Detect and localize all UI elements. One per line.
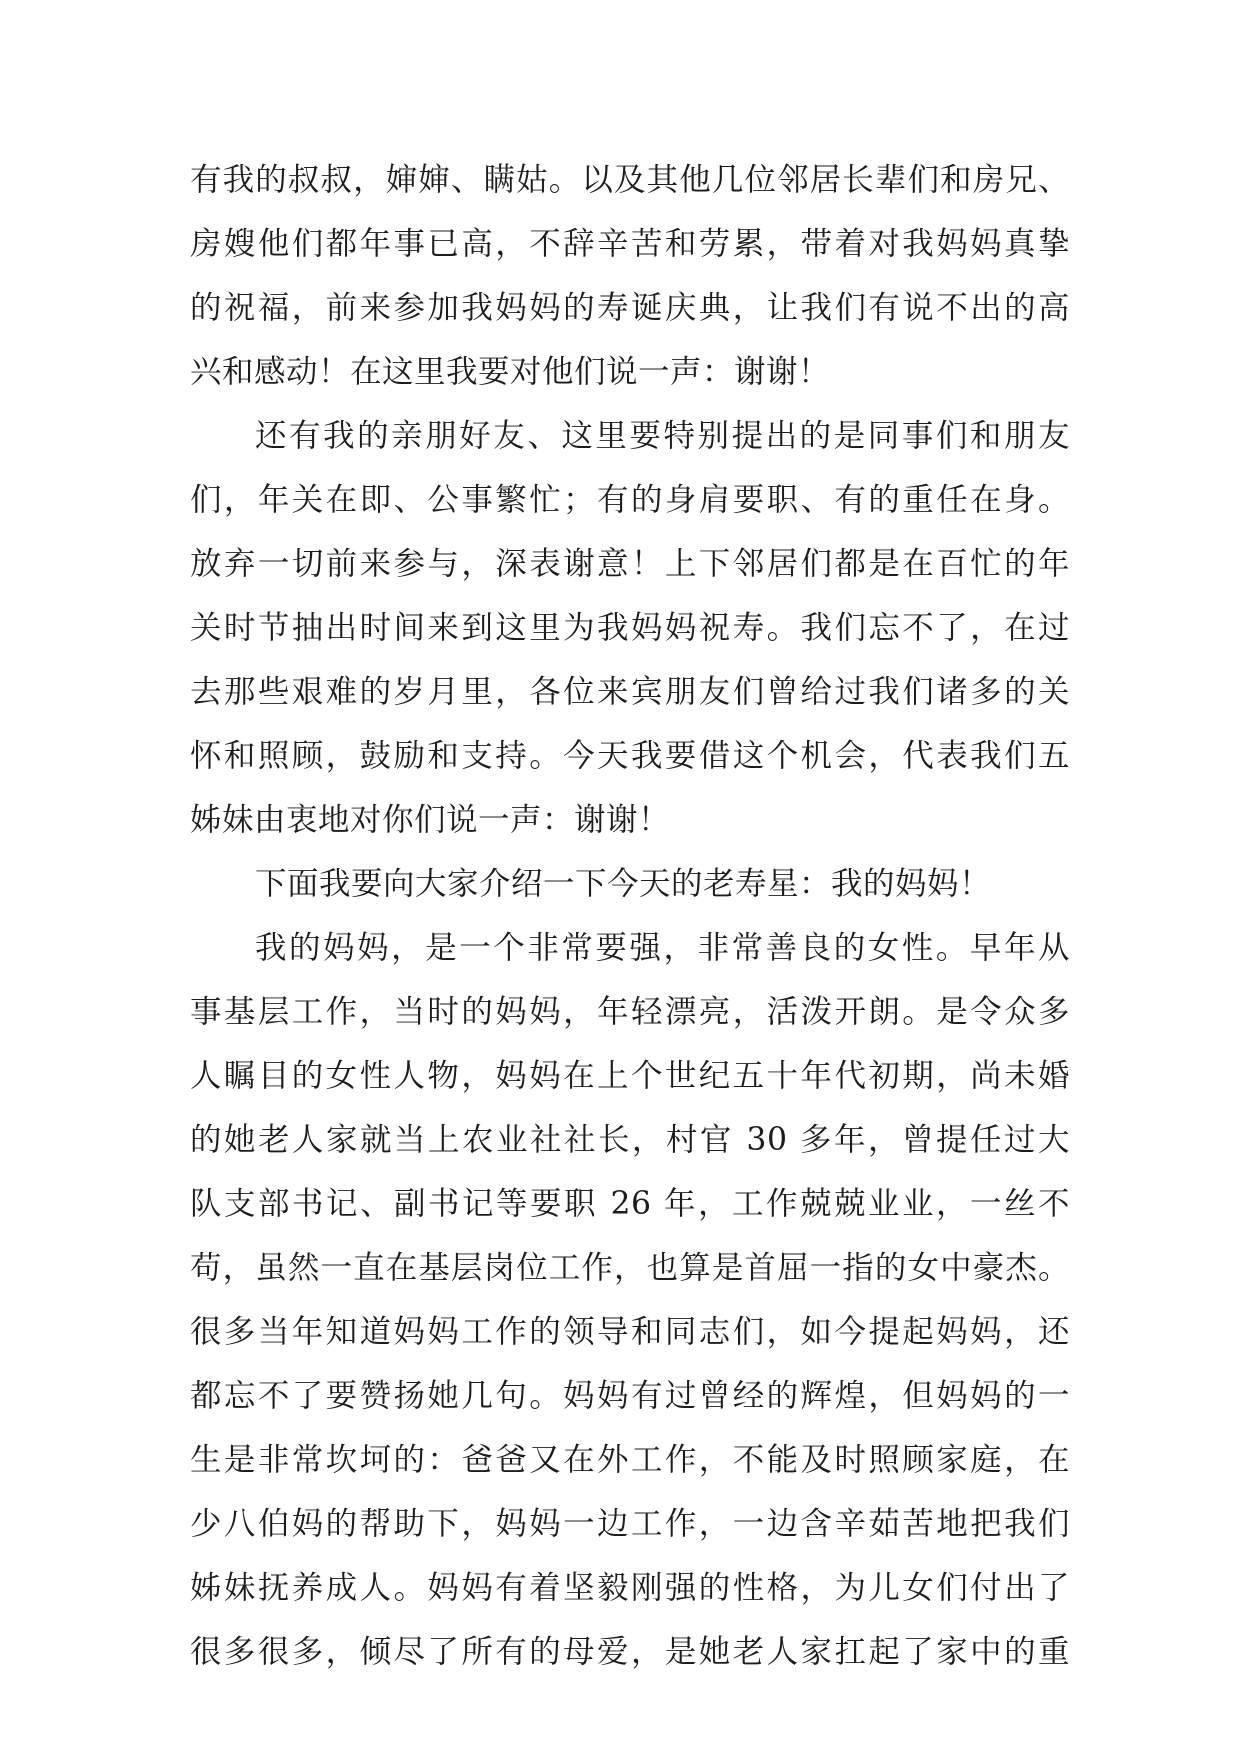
text-line: 队支部书记、副书记等要职 26 年，工作兢兢业业，一丝不 [190,1186,1070,1222]
text-line: 我的妈妈，是一个非常要强，非常善良的女性。早年从 [255,930,1070,966]
text-line: 很多当年知道妈妈工作的领导和同志们，如今提起妈妈，还 [190,1314,1070,1350]
text-line: 关时节抽出时间来到这里为我妈妈祝寿。我们忘不了，在过 [190,610,1070,646]
document-body [190,148,1070,1684]
text-line: 房嫂他们都年事已高，不辞辛苦和劳累，带着对我妈妈真挚 [190,226,1070,262]
text-line: 少八伯妈的帮助下，妈妈一边工作，一边含辛茹苦地把我们 [190,1506,1070,1542]
text-line: 姊妹由衷地对你们说一声：谢谢！ [190,802,671,838]
text-line: 人瞩目的女性人物，妈妈在上个世纪五十年代初期，尚未婚 [190,1058,1070,1094]
text-line: 的她老人家就当上农业社社长，村官 30 多年，曾提任过大 [190,1122,1070,1158]
text-line: 苟，虽然一直在基层岗位工作，也算是首屈一指的女中豪杰。 [190,1250,1070,1286]
text-line: 去那些艰难的岁月里，各位来宾朋友们曾给过我们诸多的关 [190,674,1070,710]
text-line: 的祝福，前来参加我妈妈的寿诞庆典，让我们有说不出的高 [190,290,1070,326]
text-line: 很多很多，倾尽了所有的母爱，是她老人家扛起了家中的重 [190,1634,1070,1670]
text-line: 还有我的亲朋好友、这里要特别提出的是同事们和朋友 [255,418,1070,454]
text-line: 们，年关在即、公事繁忙；有的身肩要职、有的重任在身。 [190,482,1070,518]
text-line: 都忘不了要赞扬她几句。妈妈有过曾经的辉煌，但妈妈的一 [190,1378,1070,1414]
text-line: 有我的叔叔，婶婶、瞒姑。以及其他几位邻居长辈们和房兄、 [190,162,1070,198]
text-line: 生是非常坎坷的：爸爸又在外工作，不能及时照顾家庭，在 [190,1442,1070,1478]
text-line: 下面我要向大家介绍一下今天的老寿星：我的妈妈！ [255,866,992,902]
text-line: 放弃一切前来参与，深表谢意！上下邻居们都是在百忙的年 [190,546,1070,582]
text-line: 姊妹抚养成人。妈妈有着坚毅刚强的性格，为儿女们付出了 [190,1570,1070,1606]
text-line: 怀和照顾，鼓励和支持。今天我要借这个机会，代表我们五 [190,738,1070,774]
text-line: 兴和感动！在这里我要对他们说一声：谢谢！ [190,354,831,390]
text-line: 事基层工作，当时的妈妈，年轻漂亮，活泼开朗。是令众多 [190,994,1070,1030]
